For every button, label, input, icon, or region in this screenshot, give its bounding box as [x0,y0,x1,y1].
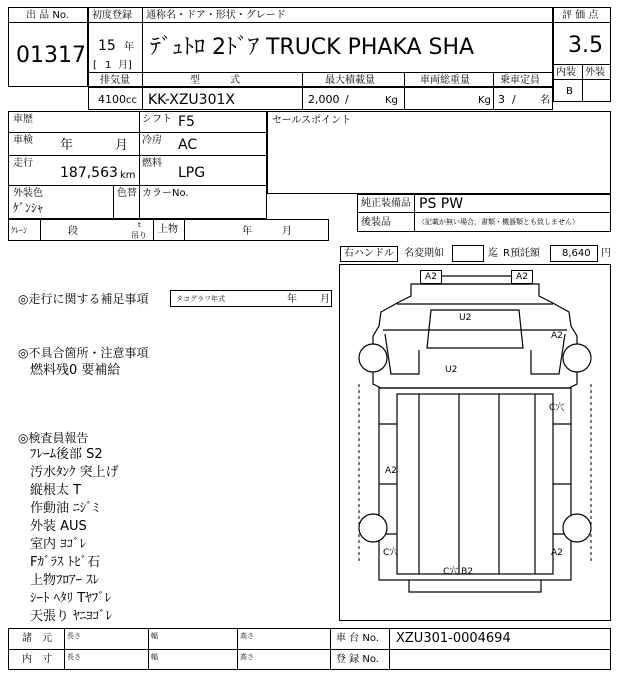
capacity-unit: 名 [540,95,550,106]
wheel-front-right [563,344,591,372]
registration-month-unit: 月] [118,60,132,71]
recycle-amount: 8,640 [562,248,591,259]
color-value: ｹﾞﾝｼｬ [13,201,44,215]
max-load-value: 2,000 [308,93,340,106]
month-open-bracket: [ [93,60,97,71]
wheel-rear-left [359,514,387,542]
mark-front-right-wheel: A2 [551,331,563,341]
length-label: 長さ [67,653,81,661]
inspector-line: 室内 ﾖｺﾞﾚ [30,537,87,552]
history-label: 車歴 [13,114,33,125]
name-change-label: 名変期如 [404,248,444,259]
right-hand-drive: 右ハンドル [344,248,394,259]
tachograph-year: 年 [287,294,297,305]
width-label: 幅 [151,653,158,661]
cab-door-left [385,334,419,374]
truck-diagram [339,264,611,621]
interior-grade-value: B [566,86,573,97]
crane-ton: t [138,221,141,229]
aircon-value: AC [178,137,198,153]
genuine-equipment-value: PS PW [419,196,464,212]
color-label: 外装色 [13,188,43,199]
mark-windshield: U2 [445,365,458,375]
inspector-line: 天張り ﾔﾆﾖｺﾞﾚ [30,609,113,624]
registration-number-label: 登 録 No. [336,654,379,665]
recycle-unit: 円 [601,248,611,259]
height-label: 高さ [240,653,254,661]
color-number-label: カラーNo. [142,188,189,199]
mark-right-side: C穴 [549,403,565,413]
driving-notes-label: ◎走行に関する補足事項 [18,292,149,306]
gross-weight-label: 車両総重量 [420,75,470,86]
crane-stage: 段 [68,226,78,237]
inspector-line: 作動油 ﾆｼﾞﾐ [30,501,100,516]
tachograph-label: タコグラフ年式 [176,295,225,303]
model-value: KK-XZU301X [148,92,235,108]
width-label: 幅 [151,632,158,640]
displacement-unit: cc [126,95,137,106]
detail-grid [8,111,267,219]
sales-point-label: セールスポイント [272,115,352,126]
upper-month: 月 [282,226,292,237]
displacement-label: 排気量 [100,75,130,86]
inspection-year: 年 [60,138,74,153]
mark-front-right: A2 [511,270,533,284]
upper-label: 上物 [158,224,178,235]
mark-left-side: A2 [385,466,397,476]
cargo-inner [397,394,553,574]
mark-roof: U2 [459,313,472,323]
mark-rear-right: A2 [551,548,563,558]
shift-value: F5 [178,114,195,130]
chassis-number-label: 車 台 No. [336,633,379,644]
inspector-line: ﾌﾚｰﾑ後部 S2 [30,447,103,462]
inspector-line: Fｶﾞﾗｽ ﾄﾋﾞ石 [30,555,101,570]
mark-rear: C穴 B2 [443,567,474,577]
color-change-label: 色替 [117,188,137,199]
tachograph-month: 月 [320,294,330,305]
interior-dimension-label: 内 寸 [22,654,52,665]
fuel-value: LPG [178,165,206,181]
first-registration-label: 初度登録 [92,10,132,21]
grade-label: 評 価 点 [562,10,599,21]
aircon-label: 冷房 [142,135,162,146]
registration-year-unit: 年 [124,42,134,53]
length-label: 長さ [67,632,81,640]
exterior-grade-label: 外装 [585,67,605,78]
displacement-value: 4100 [98,93,126,106]
mileage-unit: km [120,170,136,181]
cargo-rear-bumper [409,580,541,592]
grade-score: 3.5 [568,33,603,58]
inspection-label: 車検 [13,135,33,146]
vehicle-name-label: 通称名・ドア・形状・グレード [146,10,286,21]
max-load-separator: / [345,93,349,106]
registration-month: 1 [105,60,112,71]
capacity-value: 3 [498,93,505,106]
inspector-line: ｼｰﾄ ﾍﾀﾘ Tﾔﾌﾞﾚ [30,591,112,606]
mark-rear-left: C穴 [383,548,399,558]
capacity-separator: / [512,93,516,106]
inspector-report-label: ◎検査員報告 [18,431,89,445]
chassis-number: XZU301-0004694 [396,631,511,646]
crane-hanging: 吊り [131,231,147,240]
lot-number: 01317 [16,43,86,68]
mileage-value: 187,563 [60,165,118,181]
cab-outline [373,284,577,388]
crane-label: ｸﾚｰﾝ [11,226,27,235]
windshield-outline [427,310,523,348]
interior-grade-label: 内装 [556,67,576,78]
max-load-label: 最大積載量 [325,75,375,86]
inspector-line: 汚水ﾀﾝｸ 突上げ [30,465,119,480]
max-load-unit: Kg [385,95,398,106]
aftermarket-label: 後装品 [361,217,391,228]
capacity-label: 乗車定員 [500,75,540,86]
wheel-rear-right [563,514,591,542]
shift-label: シフト [142,114,172,125]
registration-year: 15 [98,38,116,54]
fuel-label: 燃料 [142,158,162,169]
upper-year: 年 [242,226,252,237]
wheel-front-left [359,344,387,372]
cargo-box [379,388,571,580]
model-label: 型 式 [190,75,240,86]
inspector-line: 上物ﾌﾛｱｰ ｽﾚ [30,573,100,588]
genuine-equipment-label: 純正装備品 [361,198,411,209]
height-label: 高さ [240,632,254,640]
name-change-field [452,245,484,262]
mileage-label: 走行 [13,158,33,169]
defect-line: 燃料残0 要補給 [30,363,121,378]
defect-notes-label: ◎不具合箇所・注意事項 [18,346,149,360]
gross-weight-unit: Kg [478,95,491,106]
inspection-month: 月 [115,138,129,153]
mark-front-left: A2 [420,270,442,284]
name-change-separator: 迄 [488,248,498,259]
lot-number-label: 出 品 No. [26,10,69,21]
vehicle-name: ﾃﾞｭﾄﾛ 2ﾄﾞｱ TRUCK PHAKA SHA [150,35,475,60]
inspector-line: 外装 AUS [30,519,87,534]
aftermarket-note: （記載が無い場合，書類・機器類とも致しません） [418,218,579,226]
specs-label: 諸 元 [22,633,52,644]
recycle-label: R預託額 [503,248,540,259]
cargo-floor-lines [419,394,535,574]
inspector-line: 縦根太 T [30,483,82,498]
